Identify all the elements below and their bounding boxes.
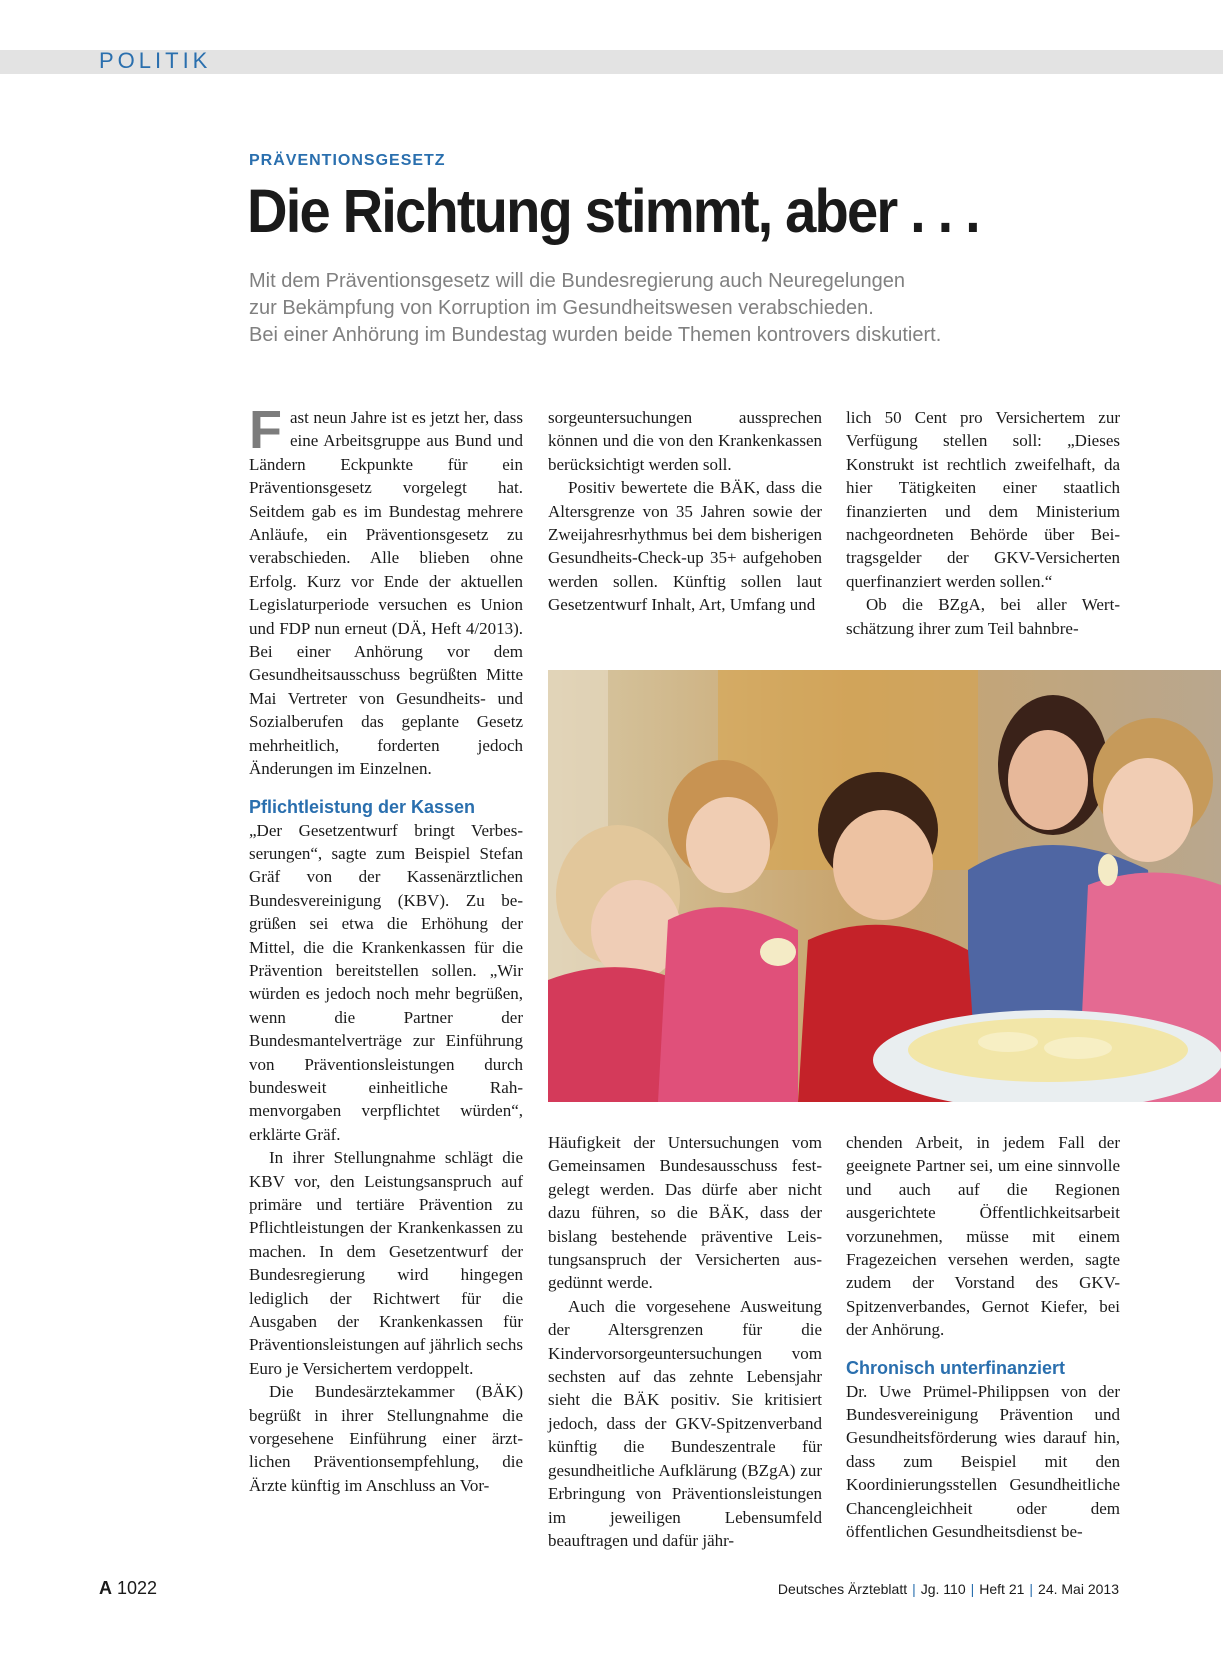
drop-cap: F [249,400,282,460]
text-column-2-top [548,406,822,617]
text-column-3-bottom [846,1131,1120,1544]
paragraph-text: ast neun Jahre ist es jetzt her, dass eine Arbeitsgruppe aus Bund und Ländern Eckpunkte für ein Präventionsgesetz vorgelegt hat. Seitdem gab es im Bundestag mehrere Anläufe, ein Präventionsgesetz zu verabschieden. Alle blieben ohne Erfolg. Kurz vor Ende der aktuellen Legislaturperiode versuchen es Union und FDP nun erneut (DÄ, Heft 4/2013). Bei einer Anhörung vor dem Gesundheitsausschuss begrüßten Mitte Mai Vertreter von Gesundheits- und Sozialberufen das geplante Gesetz mehrheitlich, forderten jedoch Änderungen im Einzelnen. [249,408,523,779]
page-number [99,1578,157,1599]
journal-name: Deutsches Ärzteblatt [777,1581,908,1597]
section-label: POLITIK [99,48,212,73]
paragraph: Positiv bewertete die BÄK, dass die Altersgrenze von 35 Jahren sowie der Zweijahresrhythmus bei dem bisherigen Gesundheits-Check-up 35+ aufgehoben werden sollen. Künftig sollen laut Gesetzentwurf Inhalt, Art, Umfang und [548,478,822,615]
article-headline: Die Richtung stimmt, aber . . . [247,177,979,245]
page-prefix: A [99,1578,112,1598]
journal-volume: Jg. 110 [920,1581,966,1597]
article-photo-children-eating [548,670,1221,1102]
paragraph [249,400,523,781]
paragraph: In ihrer Stellungnahme schlägt die KBV vor, den Leistungsanspruch auf primäre und tertiäre Prävention zu Pflichtleistungen der Krankenkassen zu machen. In dem Gesetzentwurf der Bundesregierung wird hingegen lediglich der Richtwert für die Ausgaben der Krankenkassen für Präventionsleistungen auf jährlich sechs Euro je Versichertem verdoppelt. [249,1148,523,1378]
separator: | [1029,1581,1034,1597]
paragraph: Dr. Uwe Prümel-Philippsen von der Bundesvereinigung Prävention und Gesundheitsförderung wies darauf hin, dass zum Beispiel mit den Koordinierungsstellen Gesundheitliche Chancengleichheit oder dem öffentlichen Gesundheitsdienst be- [846,1381,1120,1542]
separator: | [970,1581,975,1597]
lead-line: zur Bekämpfung von Korruption im Gesundheitswesen verabschieden. [249,297,874,319]
page-number-value: 1022 [117,1578,158,1598]
article-kicker: PRÄVENTIONSGESETZ [249,152,446,169]
paragraph: Häufigkeit der Untersuchungen vom Gemeinsamen Bundesausschuss festgelegt werden. Das dürfe aber nicht dazu führen, so die BÄK, dass der bislang bestehende präventive Leistungsanspruch der Versicherten ausgedünnt werde. [548,1133,822,1293]
text-column-3-top [846,406,1120,640]
publication-info [778,1581,1119,1597]
paragraph: lich 50 Cent pro Versichertem zur Verfügung stellen soll: „Dieses Konstrukt ist rechtlich zweifelhaft, da hier Tätigkeiten einer staatlich finanzierten und dem Ministerium nachgeordneten Behörde über Beitragsgelder der GKV-Versicherten querfinanziert werden sollen.“ [846,408,1120,591]
paragraph: Auch die vorgesehene Ausweitung der Altersgrenzen für die Kindervorsorgeuntersuchungen vom sechsten auf das zehnte Lebensjahr sieht die BÄK positiv. Sie kritisiert jedoch, dass der GKV-Spitzenverband künftig die Bundeszentrale für gesundheitliche Aufklärung (BZgA) zur Erbringung von Präventionsleistungen im jeweiligen Lebensumfeld beauftragen und dafür jähr- [548,1296,822,1550]
subheading-chronisch: Chronisch unterfinanziert [846,1357,1066,1378]
paragraph: Die Bundesärztekammer (BÄK) begrüßt in ihrer Stellungnahme die vorgesehene Einführung einer ärztlichen Präventionsempfehlung, die Ärzte künftig im Anschluss an Vor- [249,1382,523,1495]
subheading-pflichtleistung: Pflichtleistung der Kassen [249,796,476,817]
paragraph: „Der Gesetzentwurf bringt Verbesserungen“, sagte zum Beispiel Stefan Gräf von der Kassenärztlichen Bundesvereinigung (KBV). Zu begrüßen sei etwa die Erhöhung der Mittel, die die Krankenkassen für die Prävention bereitstellen sollen. „Wir würden es jedoch noch mehr begrüßen, wenn die Partner der Bundesmantelverträge zur Einführung von Präventionsleistungen durch bundesweit einheitliche Rahmenvorgaben verpflichtet würden“, erklärte Gräf. [249,820,523,1144]
lead-line: Mit dem Präventionsgesetz will die Bundesregierung auch Neuregelungen [249,270,905,292]
paragraph: sorgeuntersuchungen aussprechen können und die von den Krankenkassen berücksichtigt werden soll. [548,408,822,474]
text-column-1 [249,400,523,1497]
text-column-2-bottom [548,1131,822,1552]
separator: | [912,1581,916,1597]
paragraph: chenden Arbeit, in jedem Fall der geeignete Partner sei, um eine sinnvolle und auch auf die Regionen ausgerichtete Öffentlichkeitsarbeit vorzunehmen, müsse mit einem Fragezeichen versehen werden, sagte zudem der Vorstand des GKV-Spitzenverbandes, Gernot Kiefer, bei der Anhörung. [846,1133,1120,1340]
journal-issue: Heft 21 [979,1581,1025,1597]
paragraph: Ob die BZgA, bei aller Wertschätzung ihrer zum Teil bahnbre- [846,595,1120,638]
article-lead [249,268,1109,349]
lead-line: Bei einer Anhörung im Bundestag wurden beide Themen kontrovers diskutiert. [249,324,942,346]
issue-date: 24. Mai 2013 [1038,1581,1119,1597]
